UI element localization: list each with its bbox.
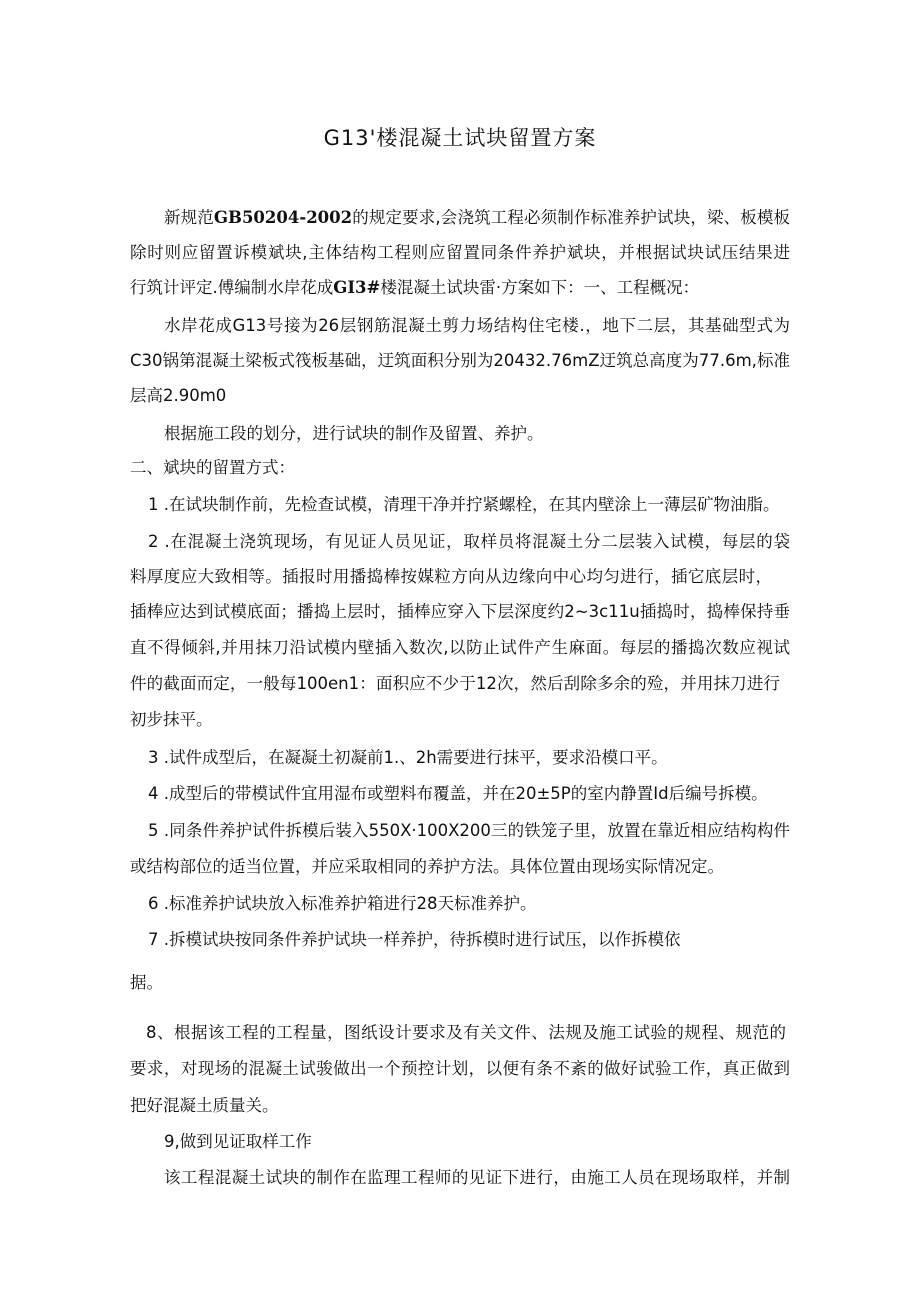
item-8-line-3: 把好混凝土质量关。 (130, 1096, 279, 1115)
overview-line-2: C30锅第混凝土梁板式筏板基础，迂筑面积分别为20432.76mZ迂筑总高度为77.6m,标准 (130, 351, 790, 370)
item-2-line-4: 直不得倾斜,并用抹刀沿试模内壁插入数次,以防止试件产生麻面。每层的播捣次数应视试 (130, 638, 790, 657)
intro-text: 行筑计评定.傅编制水岸花成 (130, 278, 334, 297)
item-5-line-1: 5 .同条件养护试件拆模后装入550X·100X200三的铁笼子里，放置在靠近相应结构构件 (148, 821, 790, 840)
intro-text: 新规范 (164, 208, 214, 227)
item-9-line-1: 该工程混凝土试块的制作在监理工程师的见证下进行，由施工人员在现场取样，并制 (164, 1168, 790, 1187)
overview-line-3: 层高2.90m0 (130, 386, 227, 405)
item-3: 3 .试件成型后，在凝凝土初凝前1.、2h需要进行抹平，要求沿模口平。 (148, 748, 668, 767)
item-8-line-1: 8、根据该工程的工程量，图纸设计要求及有关文件、法规及施工试验的规程、规范的 (146, 1023, 786, 1042)
standard-code: GB50204-2002 (213, 208, 353, 227)
item-2-line-2: 料厚度应大致相等。插报时用播捣棒按媒粒方向从边缘向中心均匀进行，插它底层时， (130, 567, 772, 586)
item-7-line-2: 据。 (130, 973, 163, 992)
stage-division-line: 根据施工段的划分，进行试块的制作及留置、养护。 (164, 424, 544, 443)
document-title: G13'楼混凝土试块留置方案 (323, 126, 597, 150)
intro-line-1 (164, 207, 790, 229)
item-4: 4 .成型后的带模试件宜用湿布或塑料布覆盖，并在20±5P的室内静置Id后编号拆模。 (148, 784, 768, 803)
intro-text: 楼混凝土试块雷·方案如下：一、工程概况： (380, 278, 700, 297)
section-2-heading: 二、斌块的留置方式： (130, 458, 295, 477)
item-2-line-6: 初步抹平。 (130, 710, 213, 729)
item-9-heading: 9,做到见证取样工作 (164, 1132, 312, 1151)
overview-line-1: 水岸花成G13号接为26层钢筋混凝土剪力场结构住宅楼.，地下二层，其基础型式为 (164, 316, 790, 335)
item-6: 6 .标准养护试块放入标准养护箱进行28天标准养护。 (148, 894, 537, 913)
intro-line-3 (130, 277, 699, 299)
intro-text: 的规定要求,会浇筑工程必须制作标准养护试块，梁、板模板 (352, 208, 790, 227)
item-1: 1 .在试块制作前，先检查试模，清理干净并拧紧螺栓，在其内壁涂上一薄层矿物油脂。 (148, 495, 780, 514)
item-8-line-2: 要求，对现场的混凝土试骏做出一个预控计划，以便有条不紊的做好试验工作，真正做到 (130, 1059, 790, 1078)
item-2-line-5: 件的截面而定，一般每100en1：面积应不少于12次，然后刮除多余的殓，并用抹刀进行 (130, 674, 780, 693)
intro-line-2: 除时则应留置诉模斌块,主体结构工程则应留置同条件养护斌块，并根据试块试压结果进 (130, 243, 790, 262)
building-code: GI3# (333, 278, 381, 297)
item-5-line-2: 或结构部位的适当位置，并应采取相同的养护方法。具体位置由现场实际情况定。 (130, 857, 724, 876)
item-2-line-3: 插棒应达到试模底面；播捣上层时，插棒应穿入下层深度约2~3c11u插捣时，捣棒保持垂 (130, 602, 790, 621)
item-7-line-1: 7 .拆模试块按同条件养护试块一样养护，待拆模时进行试压，以作拆模依 (148, 930, 681, 949)
item-2-line-1: 2 .在混凝土浇筑现场，有见证人员见证，取样员将混凝土分二层装入试模，每层的袋 (148, 532, 790, 551)
